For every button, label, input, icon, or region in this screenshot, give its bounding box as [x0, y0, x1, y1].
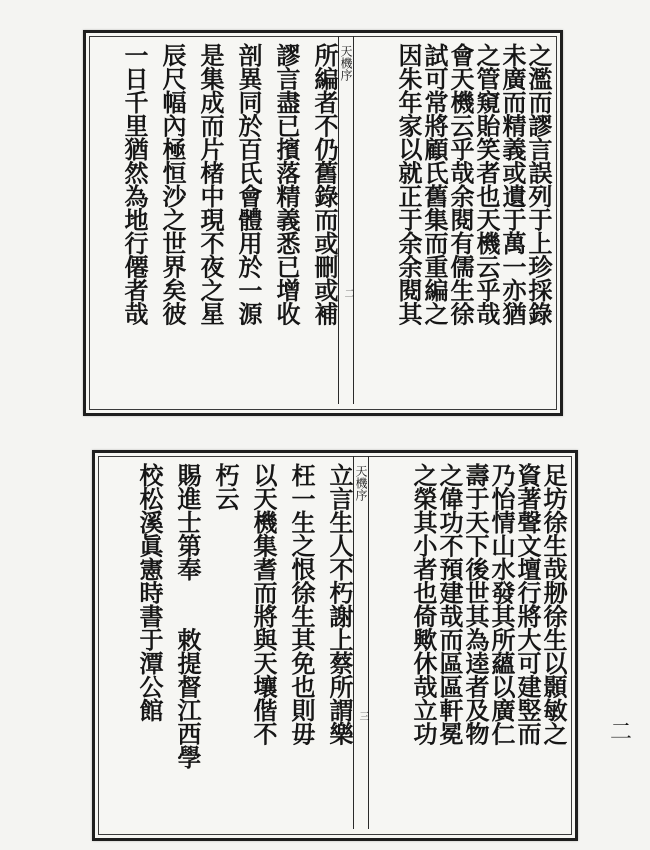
- text-column: 賜進士第奉 敕提督江西學: [173, 463, 202, 769]
- text-column: 乃怡情山水發其所蘊以廣仁: [487, 463, 516, 745]
- text-column: 壽于天下後世其為逵者及物: [461, 463, 490, 745]
- text-column: 朽云: [211, 463, 240, 510]
- text-column: 枉一生之恨徐生其免也則毋: [287, 463, 316, 745]
- text-column: 以天機集耆而將與天壤偕不: [249, 463, 278, 745]
- gutter-page-number: 二: [342, 288, 353, 298]
- text-column: 立言生人不朽謝上蔡所謂樂: [325, 463, 354, 745]
- text-column: 謬言盡已擯落精義悉已增收: [272, 43, 301, 325]
- text-column: 資著聲文壇行將大可建竪而: [513, 463, 542, 745]
- text-column: 校松溪眞憲時書于潭公館: [135, 463, 164, 722]
- top-page-block: [83, 30, 563, 416]
- corner-page-number: 二: [610, 720, 633, 745]
- center-gutter: [353, 456, 369, 829]
- text-column: 因朱年家以就正于余余閱其: [394, 43, 423, 325]
- text-column: 所編者不仍舊錄而或刪或補: [310, 43, 339, 325]
- text-column: 足坊徐生哉刱徐生以顥敏之: [539, 463, 568, 745]
- text-column: 是集成而片楮中現不夜之星: [196, 43, 225, 325]
- gutter-title: 天機序: [354, 465, 368, 501]
- text-column: 之管窺貽笑者也天機云乎哉: [472, 43, 501, 325]
- text-column: 未廣而精義或遺于萬一亦猶: [498, 43, 527, 325]
- text-column: 剖異同於百氏會體用於一源: [234, 43, 263, 325]
- bottom-page-block: [92, 450, 578, 841]
- text-column: 試可常將顧氏舊集而重編之: [420, 43, 449, 325]
- text-column: 一日千里猶然為地行僊者哉: [120, 43, 149, 325]
- gutter-page-number: 三: [357, 711, 368, 721]
- center-gutter: [338, 36, 354, 404]
- text-column: 之濫而謬言誤列于上珍採錄: [524, 43, 553, 325]
- gutter-title: 天機序: [339, 45, 353, 81]
- text-column: 辰尺幅內極恒沙之世界矣彼: [158, 43, 187, 325]
- text-column: 會天機云乎哉余閱有儒生徐: [446, 43, 475, 325]
- text-column: 之偉功不預建哉而區區軒冕: [435, 463, 464, 745]
- text-column: 之榮其小者也倚歟休哉立功: [409, 463, 438, 745]
